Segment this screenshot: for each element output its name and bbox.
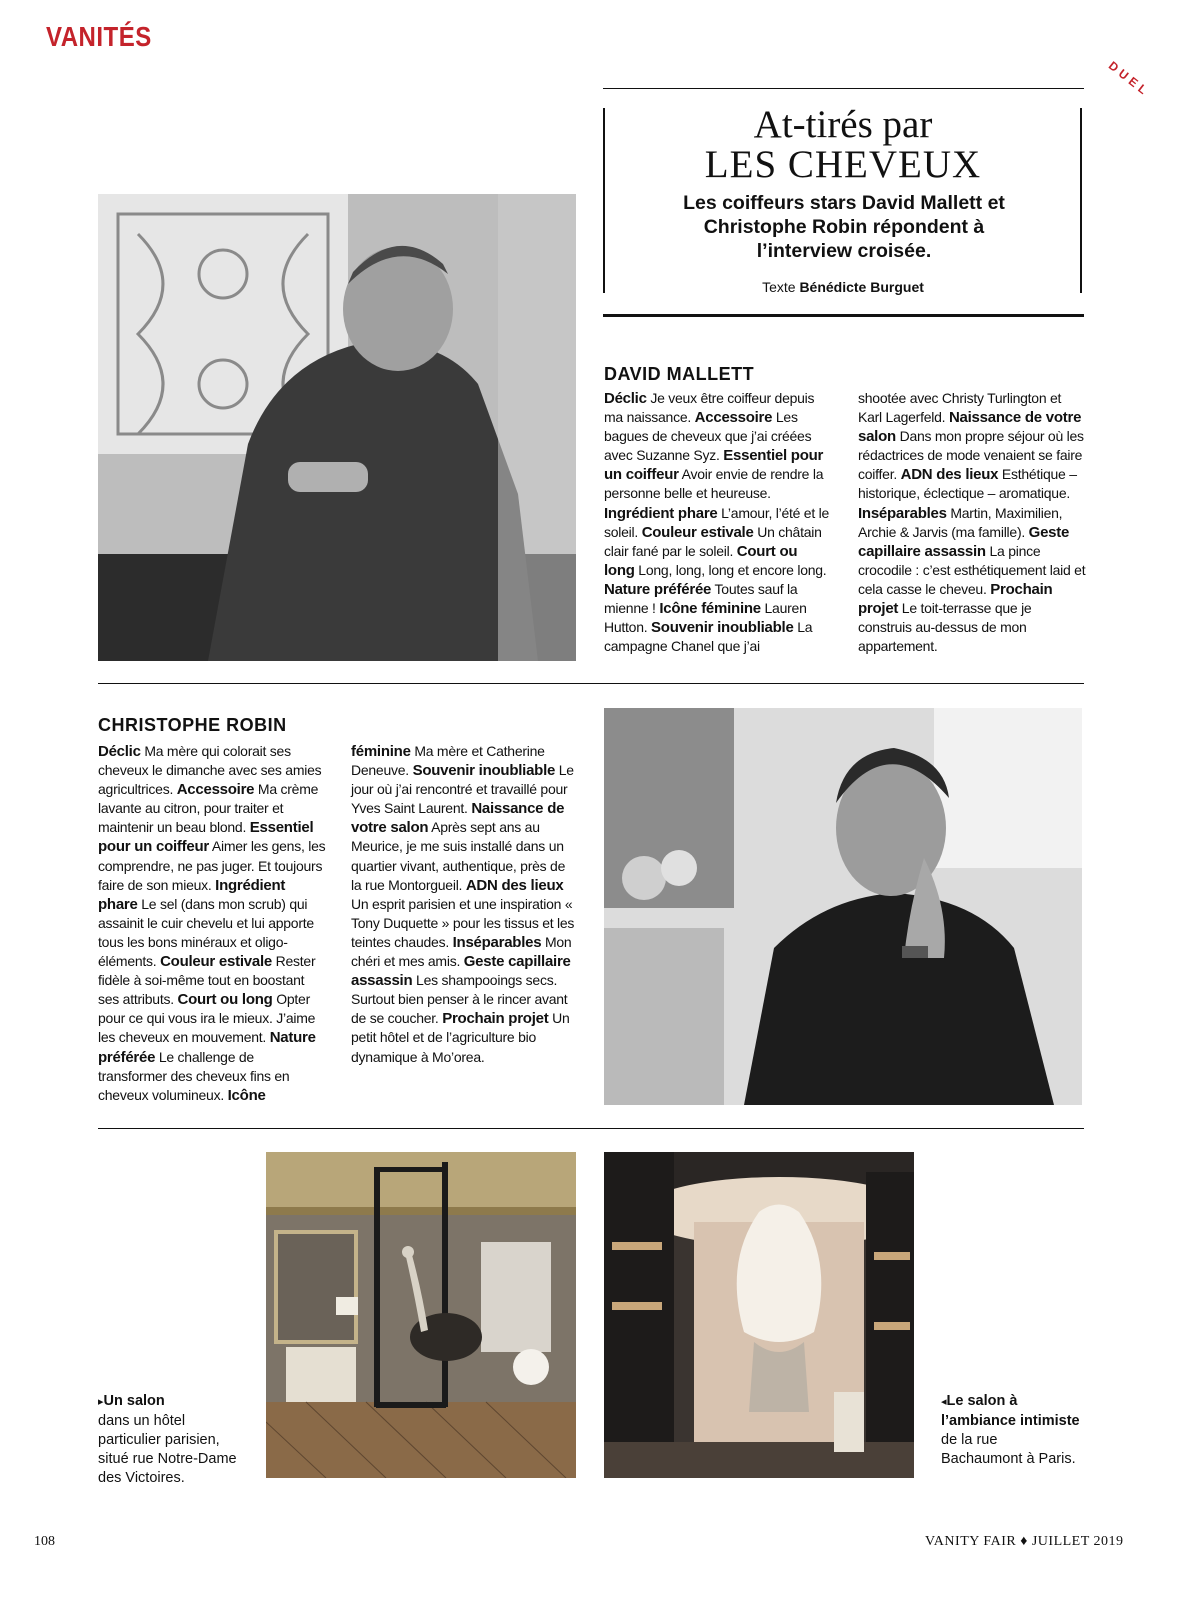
- robin-answer-value: Ma mère qui colorait ses cheveux le dimanche avec ses amies agricultrices.: [98, 743, 322, 798]
- robin-answer-value: Les shampooings secs. Surtout bien penser à le rincer avant de se coucher.: [351, 972, 568, 1027]
- caption-left: [98, 1392, 248, 1488]
- robin-answer-key: Geste capillaire assassin: [351, 953, 571, 990]
- caption-right-arrow-icon: ◂: [941, 1396, 947, 1408]
- mallett-answer-key: ADN des lieux: [900, 466, 999, 484]
- headline-line-1: At-tirés par: [753, 103, 933, 146]
- mallett-answer-value: L’amour, l’été et le soleil.: [604, 504, 830, 540]
- photo-salon-notre-dame: [266, 1152, 576, 1478]
- mallett-answer-value: shootée avec Christy Turlington et Karl Lagerfeld.: [858, 390, 1062, 426]
- section-divider-top: [98, 683, 1084, 684]
- robin-answer-value: Aimer les gens, les comprendre, ne pas juger. Et toujours faire de son mieux.: [98, 838, 326, 893]
- byline-prefix: Texte: [762, 279, 796, 295]
- robin-answer-value: Mon chéri et mes amis.: [351, 933, 572, 970]
- photo-david-mallett: [98, 194, 576, 661]
- robin-answer-value: Un esprit parisien et une inspiration « Tony Duquette » pour les tissus et les teintes chaudes.: [351, 895, 575, 950]
- robin-answer-key: Accessoire: [176, 781, 255, 799]
- section-divider-bottom: [98, 1128, 1084, 1129]
- deck: Les coiffeurs stars David Mallett et Christophe Robin répondent à l’interview croisée.: [683, 192, 1005, 262]
- mallett-answer-key: Souvenir inoubliable: [651, 619, 794, 637]
- mallett-answer-value: La campagne Chanel que j’ai: [604, 619, 813, 655]
- photo-christophe-robin-illustration: [604, 708, 1082, 1105]
- mallett-answer-value: La pince crocodile : c’est esthétiquement laid et cela casse le cheveu.: [858, 542, 1086, 597]
- section-label: VANITÉS: [46, 22, 152, 54]
- photo-salon-bachaumont-illustration: [604, 1152, 914, 1478]
- robin-answer-key: Déclic: [98, 743, 141, 760]
- photo-david-mallett-illustration: [98, 194, 576, 661]
- mallett-answer-key: Inséparables: [858, 504, 947, 522]
- robin-answer-value: Le challenge de transformer des cheveux fins en cheveux volumineux.: [98, 1048, 290, 1103]
- mallett-answer-key: Nature préférée: [604, 580, 712, 598]
- title-bottom-rule: [603, 314, 1084, 317]
- mallett-answer-value: Esthétique – historique, éclectique – aromatique.: [858, 466, 1077, 502]
- mallett-answer-key: Icône féminine: [659, 600, 761, 618]
- byline: [603, 279, 1083, 295]
- mallett-answer-key: Naissance de votre salon: [858, 409, 1082, 446]
- mallett-column-2: [858, 389, 1086, 656]
- mallett-answer-value: Le toit-terrasse que je construis au-dessus de mon appartement.: [858, 600, 1032, 655]
- mallett-answer-key: Déclic: [604, 390, 647, 407]
- robin-answer-value: Un petit hôtel et de l’agriculture bio dynamique à Mo’orea.: [351, 1010, 570, 1065]
- mallett-answer-key: Ingrédient phare: [604, 504, 718, 522]
- mallett-answer-key: Accessoire: [694, 409, 773, 427]
- robin-answer-key: Couleur estivale: [160, 953, 272, 971]
- robin-column-2: [351, 742, 579, 1067]
- title-top-rule: [603, 88, 1084, 89]
- robin-answer-key: Prochain projet: [442, 1010, 549, 1028]
- robin-column-1: [98, 742, 326, 1105]
- footer-magazine: [925, 1534, 1145, 1550]
- caption-right: [941, 1392, 1081, 1469]
- robin-answer-key: Essentiel pour un coiffeur: [98, 819, 314, 856]
- robin-answer-value: Le sel (dans mon scrub) qui assainit le cuir chevelu et lui apporte tous les bons minéraux et oligo-éléments.: [98, 895, 314, 970]
- duel-kicker-text: DUEL: [1105, 58, 1153, 100]
- headline-line-2: LES CHEVEUX: [704, 143, 982, 186]
- robin-answer-value: Après sept ans au Meurice, je me suis installé dans un quartier vivant, authentique, près de la rue Montorgueil.: [351, 819, 566, 893]
- caption-left-bold: Un salon: [103, 1393, 165, 1409]
- robin-answer-key: Naissance de votre salon: [351, 800, 565, 837]
- robin-answer-key: Nature préférée: [98, 1029, 316, 1066]
- mallett-answer-key: Essentiel pour un coiffeur: [604, 447, 824, 484]
- byline-name: Bénédicte Burguet: [799, 279, 924, 295]
- mallett-answer-value: Lauren Hutton.: [604, 600, 807, 636]
- mallett-answer-value: Les bagues de cheveux que j’ai créées avec Suzanne Syz.: [604, 409, 812, 464]
- robin-answer-value: Le jour où j’ai rencontré et travaillé pour Yves Saint Laurent.: [351, 762, 574, 817]
- caption-right-bold: Le salon à l’ambiance intimiste: [941, 1393, 1080, 1429]
- robin-answer-key: Court ou long: [177, 991, 273, 1009]
- mallett-answer-key: Prochain projet: [858, 580, 1053, 618]
- robin-answer-key: Souvenir inoubliable: [412, 762, 556, 780]
- caption-left-arrow-icon: ▸: [98, 1396, 104, 1408]
- footer-issue: JUILLET 2019: [1031, 1534, 1124, 1549]
- mallett-answer-key: Court ou long: [604, 542, 798, 579]
- footer-magazine-name: VANITY FAIR: [925, 1534, 1017, 1549]
- caption-left-text: dans un hôtel particulier parisien, situé rue Notre-Dame des Victoires.: [98, 1413, 237, 1486]
- mallett-answer-value: Toutes sauf la mienne !: [604, 580, 798, 617]
- mallett-column-1: [604, 389, 830, 656]
- mallett-answer-value: Long, long, long et encore long.: [634, 561, 827, 578]
- robin-answer-key: féminine: [351, 743, 411, 760]
- diamond-icon: ♦: [1020, 1534, 1028, 1549]
- robin-answer-value: Opter pour ce qui vous ira le mieux. J’aime les cheveux en mouvement.: [98, 991, 316, 1046]
- mallett-answer-value: Dans mon propre séjour où les rédactrices de mode venaient se faire coiffer.: [858, 428, 1084, 483]
- photo-christophe-robin: [604, 708, 1082, 1105]
- mallett-answer-value: Avoir envie de rendre la personne belle et heureuse.: [604, 466, 824, 502]
- photo-salon-notre-dame-illustration: [266, 1152, 576, 1478]
- mallett-answer-value: Un châtain clair fané par le soleil.: [604, 523, 822, 559]
- page-number: 108: [34, 1534, 55, 1549]
- robin-answer-value: Rester fidèle à soi-même tout en boostant ses attributs.: [98, 953, 316, 1008]
- robin-answer-key: Ingrédient phare: [98, 876, 286, 913]
- robin-answer-key: ADN des lieux: [465, 876, 564, 894]
- mallett-answer-value: Je veux être coiffeur depuis ma naissance.: [604, 390, 815, 426]
- name-christophe-robin: CHRISTOPHE ROBIN: [98, 715, 287, 735]
- duel-kicker: [1105, 58, 1153, 106]
- robin-answer-key: Inséparables: [452, 933, 542, 951]
- caption-right-text: de la rue Bachaumont à Paris.: [941, 1432, 1076, 1467]
- mallett-answer-value: Martin, Maximilien, Archie & Jarvis (ma famille).: [858, 504, 1063, 540]
- name-david-mallett: DAVID MALLETT: [604, 364, 755, 384]
- robin-answer-key: Icône: [227, 1086, 266, 1104]
- photo-salon-bachaumont: [604, 1152, 914, 1478]
- robin-answer-value: Ma crème lavante au citron, pour traiter et maintenir un beau blond.: [98, 781, 319, 836]
- robin-answer-value: Ma mère et Catherine Deneuve.: [351, 743, 545, 779]
- mallett-answer-key: Couleur estivale: [641, 523, 754, 541]
- mallett-answer-key: Geste capillaire assassin: [858, 523, 1070, 560]
